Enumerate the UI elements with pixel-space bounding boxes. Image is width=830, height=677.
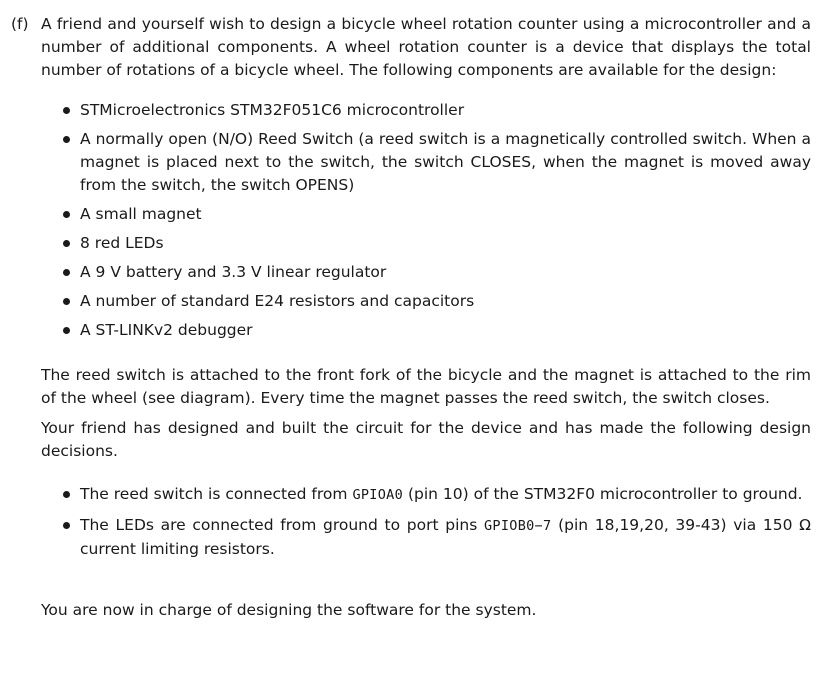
bullet-icon — [63, 269, 70, 276]
decisions-list — [58, 483, 811, 568]
component-text: A normally open (N/O) Reed Switch (a reed switch is a magnetically controlled switch. When a magnet is placed next to the switch, the switch CLOSES, when the magnet is moved away from the switch, the switch OPENS) — [80, 130, 811, 194]
component-text: STMicroelectronics STM32F051C6 microcontroller — [80, 101, 465, 119]
bullet-icon — [63, 327, 70, 334]
component-text: A ST-LINKv2 debugger — [80, 321, 253, 339]
list-item — [58, 514, 811, 561]
design-decisions-paragraph: Your friend has designed and built the circuit for the device and has made the following design decisions. — [41, 419, 811, 460]
reed-switch-paragraph: The reed switch is attached to the front fork of the bicycle and the magnet is attached to the rim of the wheel (see diagram). Every time the magnet passes the reed switch, the switch closes. — [41, 366, 811, 407]
component-text: A 9 V battery and 3.3 V linear regulator — [80, 263, 387, 281]
list-item — [58, 319, 811, 342]
pin-code: GPIOB0−7 — [483, 518, 552, 534]
decision-text-after: (pin 10) of the STM32F0 microcontroller to ground. — [403, 485, 803, 503]
decision-text-after: (pin 18,19,20, 39-43) via 150 Ω current limiting resistors. — [80, 516, 811, 558]
component-text: 8 red LEDs — [80, 234, 164, 252]
decision-text-before: The reed switch is connected from — [80, 485, 353, 503]
list-item — [58, 232, 811, 255]
pin-code: GPIOA0 — [352, 487, 404, 503]
question-label: (f) — [11, 15, 29, 33]
bullet-icon — [63, 491, 70, 498]
list-item — [58, 261, 811, 284]
bullet-icon — [63, 240, 70, 247]
list-item — [58, 290, 811, 313]
list-item — [58, 128, 811, 197]
component-text: A small magnet — [80, 205, 202, 223]
decision-text-before: The LEDs are connected from ground to port pins — [80, 516, 484, 534]
bullet-icon — [63, 107, 70, 114]
question-intro: A friend and yourself wish to design a bicycle wheel rotation counter using a microcontroller and a number of additional components. A wheel rotation counter is a device that displays the total number of rotations of a bicycle wheel. The following components are available for the design: — [41, 15, 811, 79]
component-text: A number of standard E24 resistors and capacitors — [80, 292, 475, 310]
closing-paragraph: You are now in charge of designing the software for the system. — [41, 601, 537, 619]
bullet-icon — [63, 298, 70, 305]
bullet-icon — [63, 136, 70, 143]
list-item — [58, 483, 811, 507]
list-item — [58, 203, 811, 226]
components-list — [58, 99, 811, 348]
bullet-icon — [63, 522, 70, 529]
list-item — [58, 99, 811, 122]
bullet-icon — [63, 211, 70, 218]
